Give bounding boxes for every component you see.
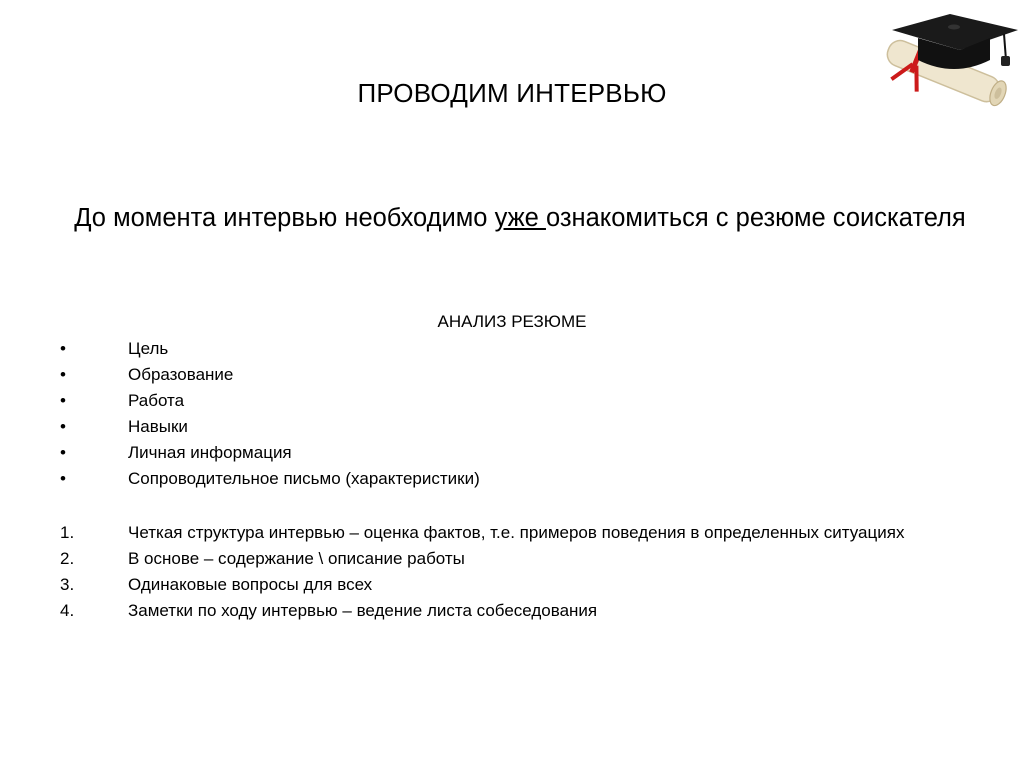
item-number: 2. [60, 549, 75, 568]
slide-title: ПРОВОДИМ ИНТЕРВЬЮ [357, 78, 667, 108]
lead-underlined-word: уже [494, 204, 546, 232]
lead-text-start: До момента интервью необходимо [74, 204, 495, 232]
bullet-marker: • [60, 365, 66, 384]
bullet-marker: • [60, 417, 66, 436]
list-item [0, 390, 1024, 416]
numbered-item-text: Одинаковые вопросы для всех [128, 575, 373, 594]
list-item-text: Сопроводительное письмо (характеристики) [128, 469, 480, 488]
numbered-item [0, 574, 1024, 596]
item-number: 4. [60, 601, 75, 620]
numbered-item [0, 548, 1024, 570]
section-heading: АНАЛИЗ РЕЗЮМЕ [437, 312, 587, 331]
list-item [0, 338, 1024, 364]
list-item [0, 364, 1024, 390]
numbered-item-text: Заметки по ходу интервью – ведение листа собеседования [128, 601, 598, 620]
list-item-text: Цель [128, 339, 169, 358]
item-number: 3. [60, 575, 75, 594]
bullet-marker: • [60, 443, 66, 462]
bullet-marker: • [60, 469, 66, 488]
bullet-marker: • [60, 391, 66, 410]
numbered-item [0, 522, 1024, 544]
lead-text-end: ознакомиться с резюме соискателя [545, 204, 966, 232]
bullet-marker: • [60, 339, 66, 358]
list-item [0, 442, 1024, 468]
list-item-text: Работа [128, 391, 185, 410]
list-item-text: Образование [128, 365, 234, 384]
resume-analysis-list [0, 338, 1024, 494]
interview-steps-list [0, 522, 1024, 626]
list-item [0, 468, 1024, 494]
item-number: 1. [60, 523, 75, 542]
list-item-text: Личная информация [128, 443, 292, 462]
lead-statement [60, 199, 980, 237]
list-item-text: Навыки [128, 417, 188, 436]
numbered-item [0, 600, 1024, 622]
numbered-item-text: В основе – содержание \ описание работы [128, 549, 465, 568]
numbered-item-text: Четкая структура интервью – оценка фактов, т.е. примеров поведения в определенных ситуациях [128, 523, 905, 542]
list-item [0, 416, 1024, 442]
